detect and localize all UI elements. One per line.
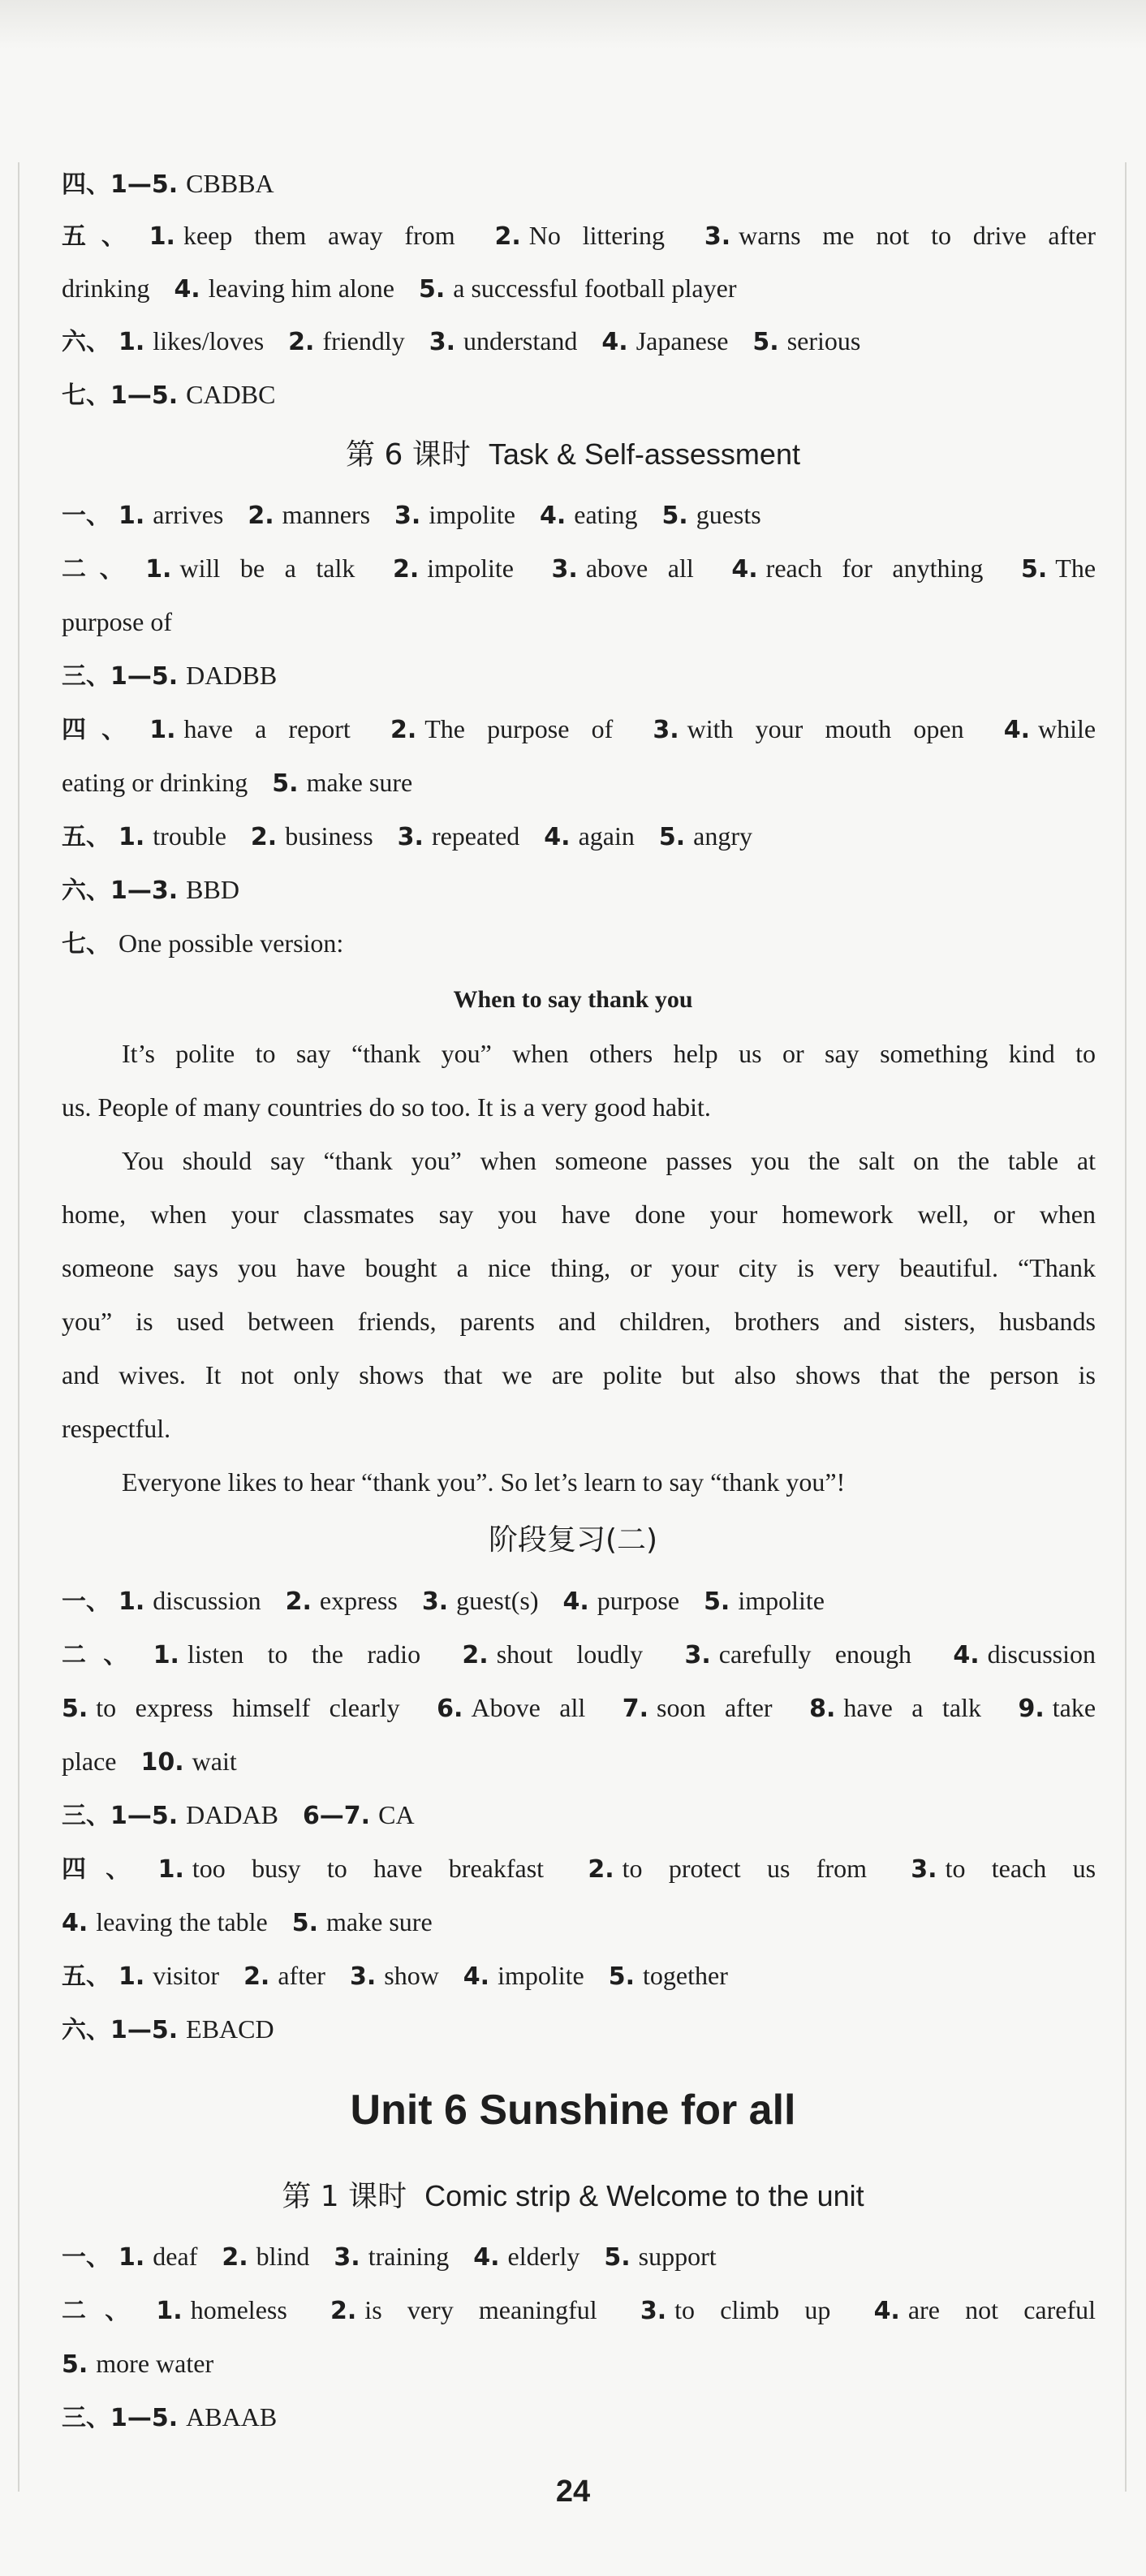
answer-row: 二、 1. listen to the radio 2. shout loudly 3. carefully enough 4. discussion — [62, 1639, 1096, 1669]
essay-line: It’s polite to say “thank you” when others help us or say something kind to — [122, 1039, 1096, 1068]
answer-row: 五、 1. keep them away from 2. No littering 3. warns me not to drive after — [62, 221, 1096, 251]
answer-row: 二、 1. will be a talk 2. impolite 3. above all 4. reach for anything 5. The — [62, 554, 1096, 584]
answer-row: 二、 1. homeless 2. is very meaningful 3. to climb up 4. are not careful — [62, 2295, 1096, 2325]
answer-row: eating or drinking 5. make sure — [62, 768, 413, 798]
essay-line: You should say “thank you” when someone passes you the salt on the table at — [122, 1146, 1096, 1175]
lesson-heading: 第 1 课时 Comic strip & Welcome to the unit — [282, 2179, 864, 2213]
answer-row: 一、 1. discussion 2. express 3. guest(s) 4. purpose 5. impolite — [62, 1586, 825, 1616]
essay-line: Everyone likes to hear “thank you”. So let’s learn to say “thank you”! — [122, 1467, 846, 1497]
answer-row: 一、 1. arrives 2. manners 3. impolite 4. eating 5. guests — [62, 500, 761, 530]
answer-row: 四、1—5. CBBBA — [62, 169, 274, 199]
essay-line: home, when your classmates say you have done your homework well, or when — [62, 1200, 1096, 1229]
answer-row: 六、 1. likes/loves 2. friendly 3. understand 4. Japanese 5. serious — [62, 326, 861, 356]
answer-row: 七、 One possible version: — [62, 928, 344, 958]
review-heading: 阶段复习(二) — [488, 1523, 658, 1557]
answer-row: 四、 1. too busy to have breakfast 2. to protect us from 3. to teach us — [62, 1854, 1096, 1884]
margin-rule-left — [18, 162, 19, 2492]
answer-row: purpose of — [62, 607, 172, 636]
answer-row: 六、1—5. EBACD — [62, 2014, 274, 2044]
essay-line: us. People of many countries do so too. It is a very good habit. — [62, 1092, 711, 1122]
answer-row: 四、 1. have a report 2. The purpose of 3. with your mouth open 4. while — [62, 714, 1096, 744]
essay-line: you” is used between friends, parents and children, brothers and sisters, husbands — [62, 1307, 1096, 1336]
answer-row: place 10. wait — [62, 1747, 237, 1777]
essay-line: respectful. — [62, 1414, 171, 1443]
answer-row: 六、1—3. BBD — [62, 875, 239, 905]
page-number: 24 — [555, 2475, 591, 2509]
scan-shadow — [0, 0, 1146, 49]
answer-row: 七、1—5. CADBC — [62, 380, 276, 410]
answer-row: 三、1—5. DADAB 6—7. CA — [62, 1800, 415, 1830]
margin-rule-right — [1125, 162, 1127, 2492]
answer-row: 一、 1. deaf 2. blind 3. training 4. elderly 5. support — [62, 2242, 717, 2272]
answer-row: 三、1—5. ABAAB — [62, 2402, 278, 2432]
answer-row: 4. leaving the table 5. make sure — [62, 1907, 433, 1937]
answer-row: 5. more water — [62, 2349, 214, 2379]
essay-line: someone says you have bought a nice thing, or your city is very beautiful. “Thank — [62, 1253, 1096, 1282]
unit-title: Unit 6 Sunshine for all — [350, 2087, 796, 2134]
essay-line: and wives. It not only shows that we are polite but also shows that the person is — [62, 1360, 1096, 1389]
answer-row: 五、 1. visitor 2. after 3. show 4. impolite 5. together — [62, 1961, 728, 1991]
answer-row: 5. to express himself clearly 6. Above all 7. soon after 8. have a talk 9. take — [62, 1693, 1096, 1723]
answer-row: 三、1—5. DADBB — [62, 661, 278, 691]
answer-row: 五、 1. trouble 2. business 3. repeated 4. again 5. angry — [62, 821, 753, 851]
essay-title: When to say thank you — [453, 986, 693, 1013]
lesson-heading: 第 6 课时 Task & Self-assessment — [346, 437, 800, 472]
answer-row: drinking 4. leaving him alone 5. a successful football player — [62, 274, 737, 304]
